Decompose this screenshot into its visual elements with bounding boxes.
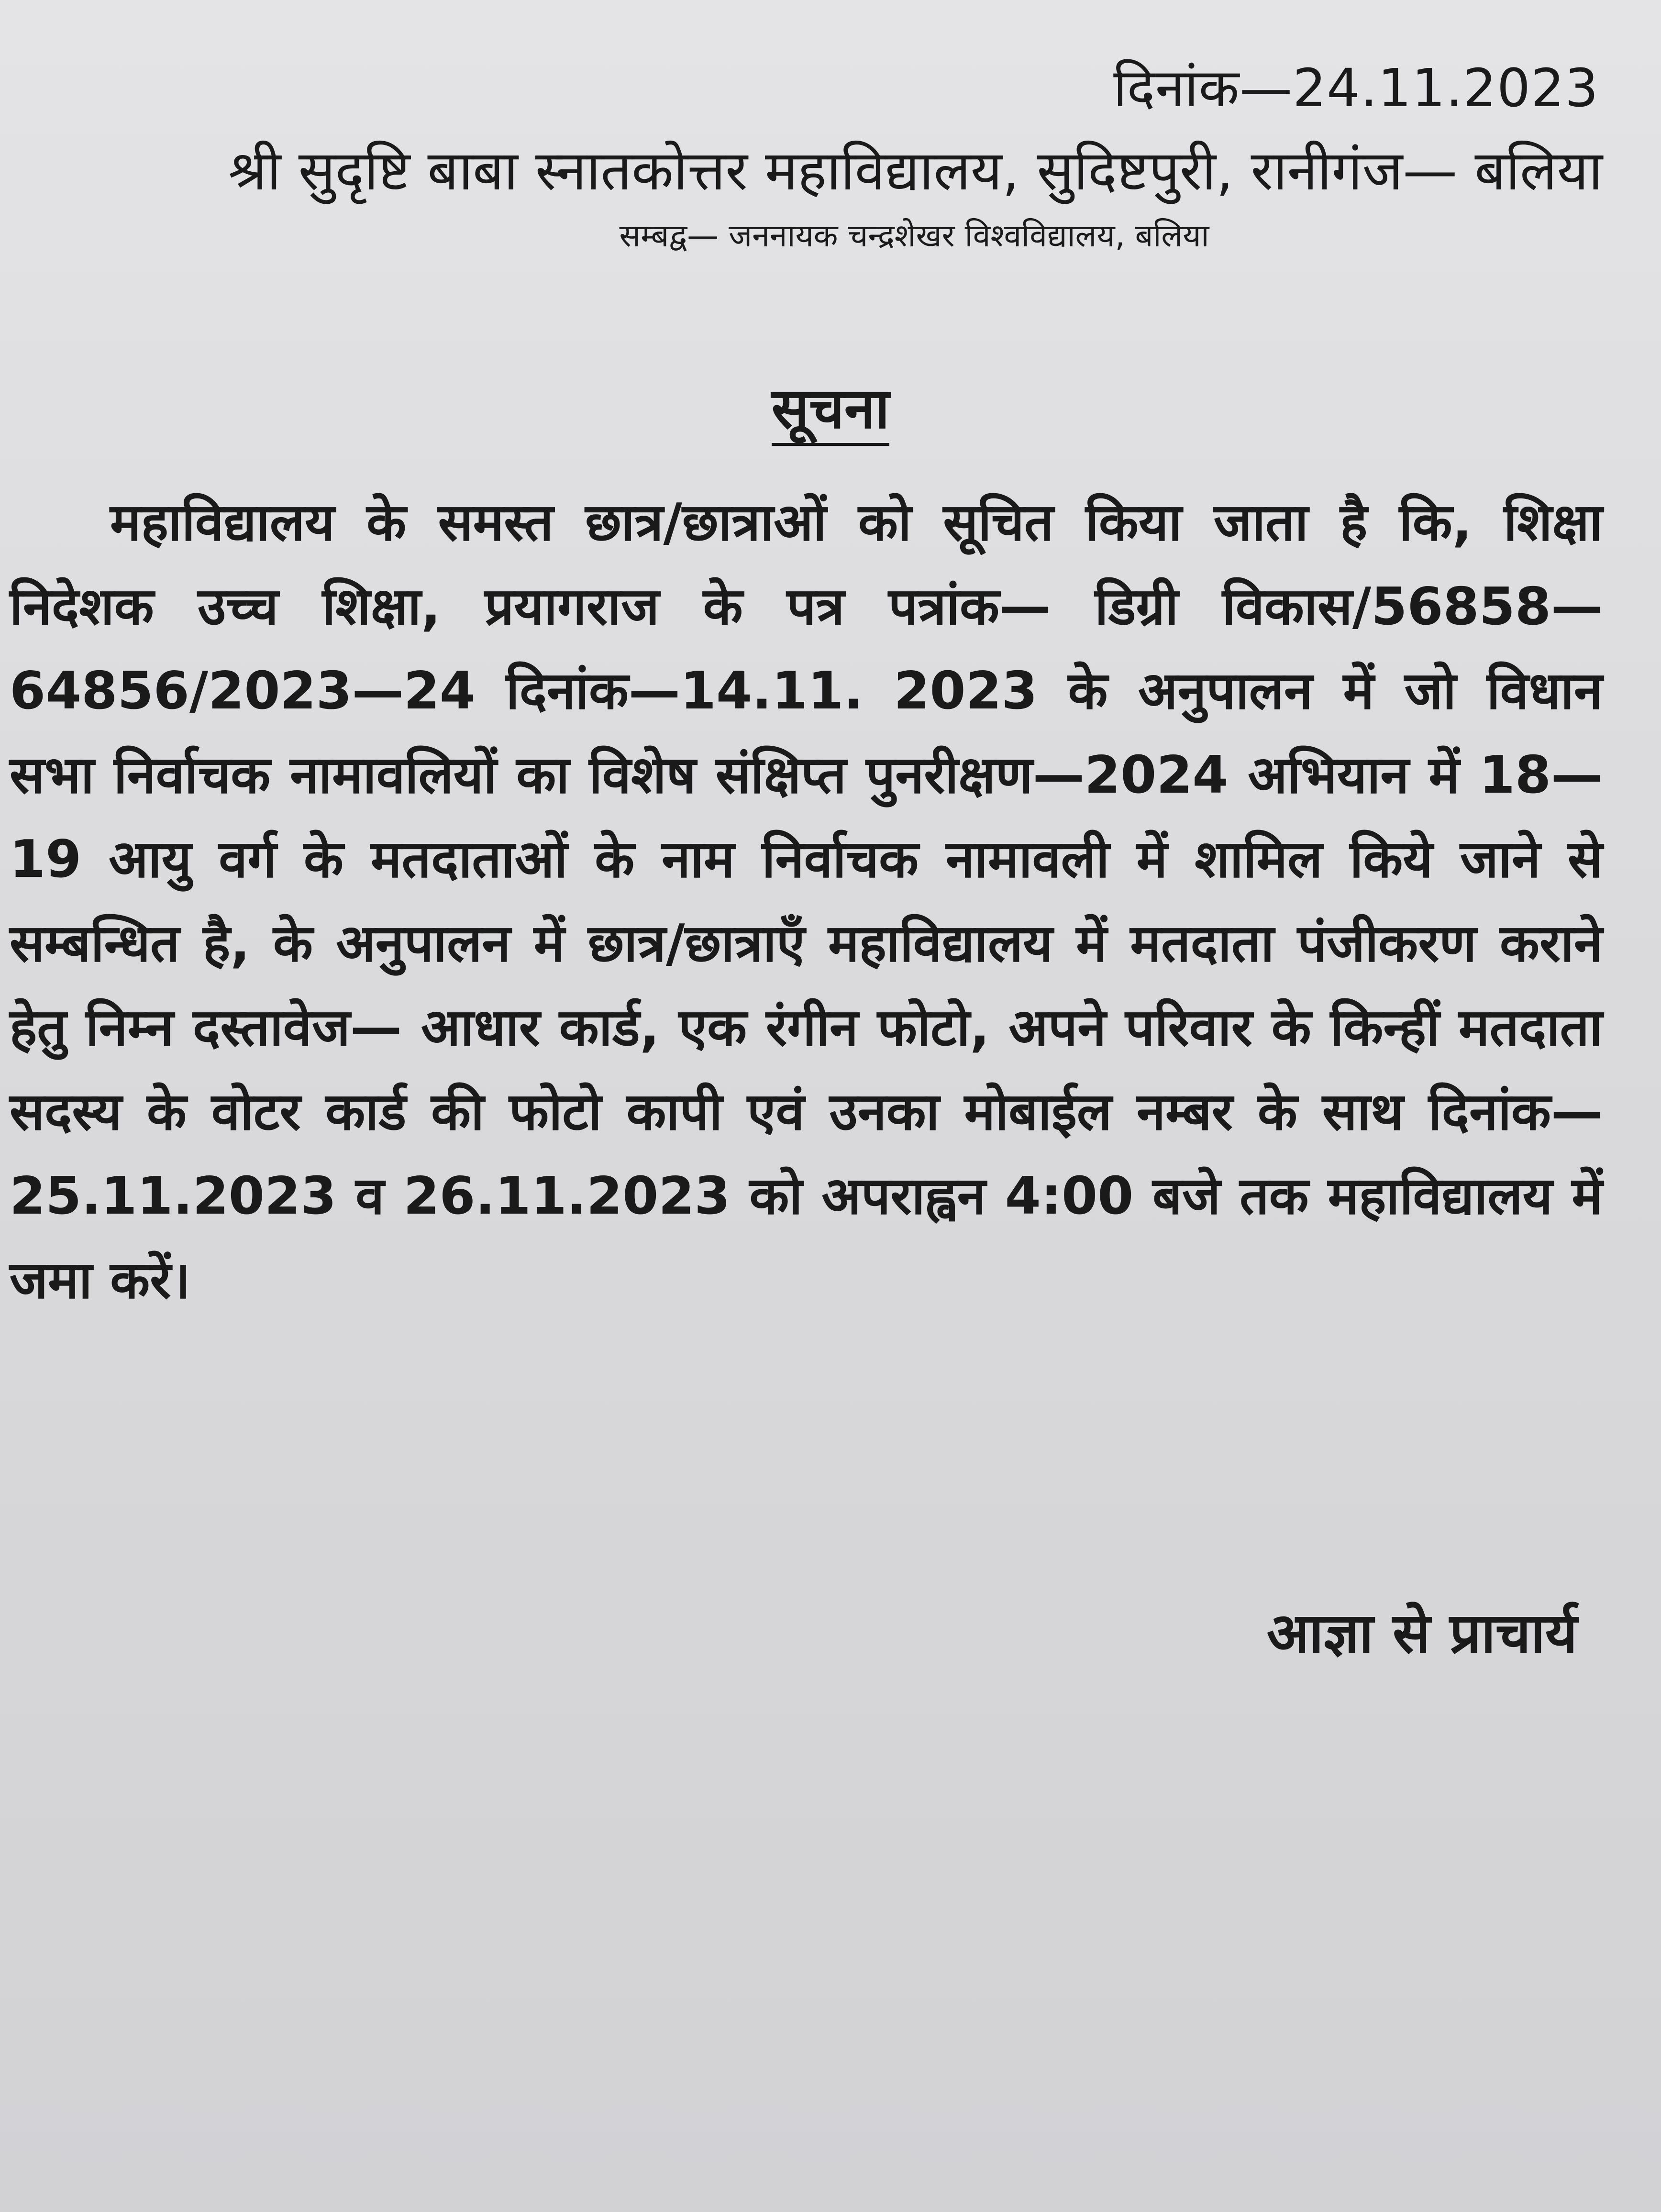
signature-line: आज्ञा से प्राचार्य [1266, 1601, 1577, 1666]
affiliation-line: सम्बद्व— जननायक चन्द्रशेखर विश्वविद्यालय, बलिया [619, 217, 1209, 254]
college-name: श्री सुदृष्टि बाबा स्नातकोत्तर महाविद्यालय, सुदिष्टपुरी, रानीगंज— बलिया [228, 139, 1603, 202]
notice-title: सूचना [772, 376, 890, 446]
notice-title-wrapper [0, 368, 1661, 444]
notice-date: दिनांक—24.11.2023 [1113, 57, 1599, 119]
notice-body: महाविद्यालय के समस्त छात्र/छात्राओं को सूचित किया जाता है कि, शिक्षा निदेशक उच्च शिक्षा, प्रयागराज के पत्र पत्रांक— डिग्री विकास/56858—64856/2023—24 दिनांक—14.11. 2023 के अनुपालन में जो विधान सभा निर्वाचक नामावलियों का विशेष संक्षिप्त पुनरीक्षण—2024 अभियान में 18—19 आयु वर्ग के मतदाताओं के नाम निर्वाचक नामावली में शामिल किये जाने से सम्बन्धित है, के अनुपालन में छात्र/छात्राएँ महाविद्यालय में मतदाता पंजीकरण कराने हेतु निम्न दस्तावेज— आधार कार्ड, एक रंगीन फोटो, अपने परिवार के किन्हीं मतदाता सदस्य के वोटर कार्ड की फोटो कापी एवं उनका मोबाईल नम्बर के साथ दिनांक— 25.11.2023 व 26.11.2023 को अपराह्वन 4:00 बजे तक महाविद्यालय में जमा करें। [10, 493, 1603, 1310]
